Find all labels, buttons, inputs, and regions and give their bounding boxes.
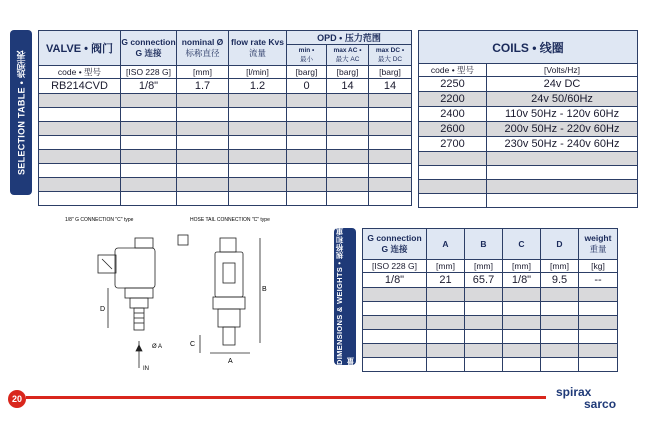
empty-row <box>363 288 618 302</box>
valve-header: VALVE • 阀门 <box>39 31 121 66</box>
coil-code-cell: 2700 <box>419 137 487 152</box>
dim-c-header: C <box>503 229 541 260</box>
unit-cell: [barg] <box>287 66 327 79</box>
coil-code-cell: 2200 <box>419 92 487 107</box>
brand-logo <box>556 385 646 415</box>
empty-row <box>39 164 412 178</box>
selection-side-tab <box>10 30 32 195</box>
empty-row <box>39 192 412 206</box>
unit-cell: [barg] <box>327 66 369 79</box>
dim-d-header: D <box>541 229 579 260</box>
valve-drawing <box>60 213 290 378</box>
opd-min-header: min • 最小 <box>287 45 327 66</box>
dimensions-side-tab <box>334 228 356 365</box>
dimensions-table <box>362 228 618 372</box>
brand-name-bottom: sarco <box>584 397 617 411</box>
empty-row <box>419 166 638 180</box>
coil-voltage-cell: 24v 50/60Hz <box>487 92 638 107</box>
table-row <box>39 79 412 94</box>
empty-row <box>363 302 618 316</box>
dim-weight-header: weight 重量 <box>579 229 618 260</box>
brand-name-top: spirax <box>556 385 592 399</box>
dim-connection-cell: 1/8" <box>363 273 427 288</box>
table-row <box>419 137 638 152</box>
valve-side-view <box>98 238 155 368</box>
coil-code-cell: 2250 <box>419 77 487 92</box>
valve-front-view <box>178 235 260 353</box>
opd-header: OPD • 压力范围 <box>287 31 412 45</box>
coils-table <box>418 30 638 208</box>
empty-row <box>363 344 618 358</box>
unit-cell: [kg] <box>579 260 618 273</box>
selection-table <box>38 30 412 206</box>
dim-a-header: A <box>427 229 465 260</box>
footer-rule <box>26 396 546 399</box>
opd-max-dc-cell: 14 <box>369 79 412 94</box>
unit-cell: code • 型号 <box>419 64 487 77</box>
empty-row <box>419 152 638 166</box>
empty-row <box>39 178 412 192</box>
selection-units-row <box>39 66 412 79</box>
label-a: A <box>228 358 233 365</box>
dim-d-cell: 9.5 <box>541 273 579 288</box>
empty-row <box>39 122 412 136</box>
selection-side-tab-label: SELECTION TABLE • 选型表 <box>16 50 27 175</box>
nominal-cell: 1.7 <box>177 79 229 94</box>
unit-cell: [mm] <box>503 260 541 273</box>
empty-row <box>39 150 412 164</box>
empty-row <box>39 136 412 150</box>
valve-code-cell: RB214CVD <box>39 79 121 94</box>
flow-header: flow rate Kvs 流量 <box>229 31 287 66</box>
unit-cell: [barg] <box>369 66 412 79</box>
unit-cell: [mm] <box>427 260 465 273</box>
connection-cell: 1/8" <box>121 79 177 94</box>
empty-row <box>39 108 412 122</box>
dim-a-cell: 21 <box>427 273 465 288</box>
opd-max-ac-header: max AC • 最大 AC <box>327 45 369 66</box>
unit-cell: [l/min] <box>229 66 287 79</box>
unit-cell: [mm] <box>177 66 229 79</box>
unit-cell: [mm] <box>465 260 503 273</box>
empty-row <box>363 316 618 330</box>
coil-voltage-cell: 200v 50Hz - 220v 60Hz <box>487 122 638 137</box>
label-phi: Ø A <box>152 344 163 350</box>
dim-b-cell: 65.7 <box>465 273 503 288</box>
empty-row <box>363 358 618 372</box>
dimensions-side-tab-label: DIMENSIONS & WEIGHTS • 规格和重量 <box>335 228 355 365</box>
page-number: 20 <box>8 390 26 408</box>
empty-row <box>419 180 638 194</box>
dim-connection-header: G connection G 连接 <box>363 229 427 260</box>
dim-weight-cell: -- <box>579 273 618 288</box>
dim-c-cell: 1/8" <box>503 273 541 288</box>
label-d: D <box>100 306 106 313</box>
label-b: B <box>262 286 267 293</box>
coil-code-cell: 2600 <box>419 122 487 137</box>
empty-row <box>39 94 412 108</box>
coil-code-cell: 2400 <box>419 107 487 122</box>
table-row <box>419 92 638 107</box>
opd-min-cell: 0 <box>287 79 327 94</box>
unit-cell: [ISO 228 G] <box>121 66 177 79</box>
right-drawing-caption: HOSE TAIL CONNECTION "C" type <box>190 217 270 223</box>
coil-voltage-cell: 24v DC <box>487 77 638 92</box>
coil-voltage-cell: 230v 50Hz - 240v 60Hz <box>487 137 638 152</box>
empty-row <box>419 194 638 208</box>
table-row <box>419 107 638 122</box>
opd-max-dc-header: max DC • 最大 DC <box>369 45 412 66</box>
dimensions-units-row <box>363 260 618 273</box>
unit-cell: code • 型号 <box>39 66 121 79</box>
table-row <box>419 122 638 137</box>
coil-voltage-cell: 110v 50Hz - 120v 60Hz <box>487 107 638 122</box>
coils-title: COILS • 线圈 <box>419 31 638 64</box>
table-row <box>363 273 618 288</box>
unit-cell: [mm] <box>541 260 579 273</box>
coils-units-row <box>419 64 638 77</box>
left-drawing-caption: 1/8" G CONNECTION "C" type <box>65 217 134 223</box>
nominal-header: nominal Ø 标称直径 <box>177 31 229 66</box>
unit-cell: [Volts/Hz] <box>487 64 638 77</box>
opd-max-ac-cell: 14 <box>327 79 369 94</box>
label-in: IN <box>143 366 149 372</box>
connection-header: G connection G 连接 <box>121 31 177 66</box>
dim-b-header: B <box>465 229 503 260</box>
label-c: C <box>190 341 196 348</box>
flow-cell: 1.2 <box>229 79 287 94</box>
unit-cell: [ISO 228 G] <box>363 260 427 273</box>
table-row <box>419 77 638 92</box>
empty-row <box>363 330 618 344</box>
